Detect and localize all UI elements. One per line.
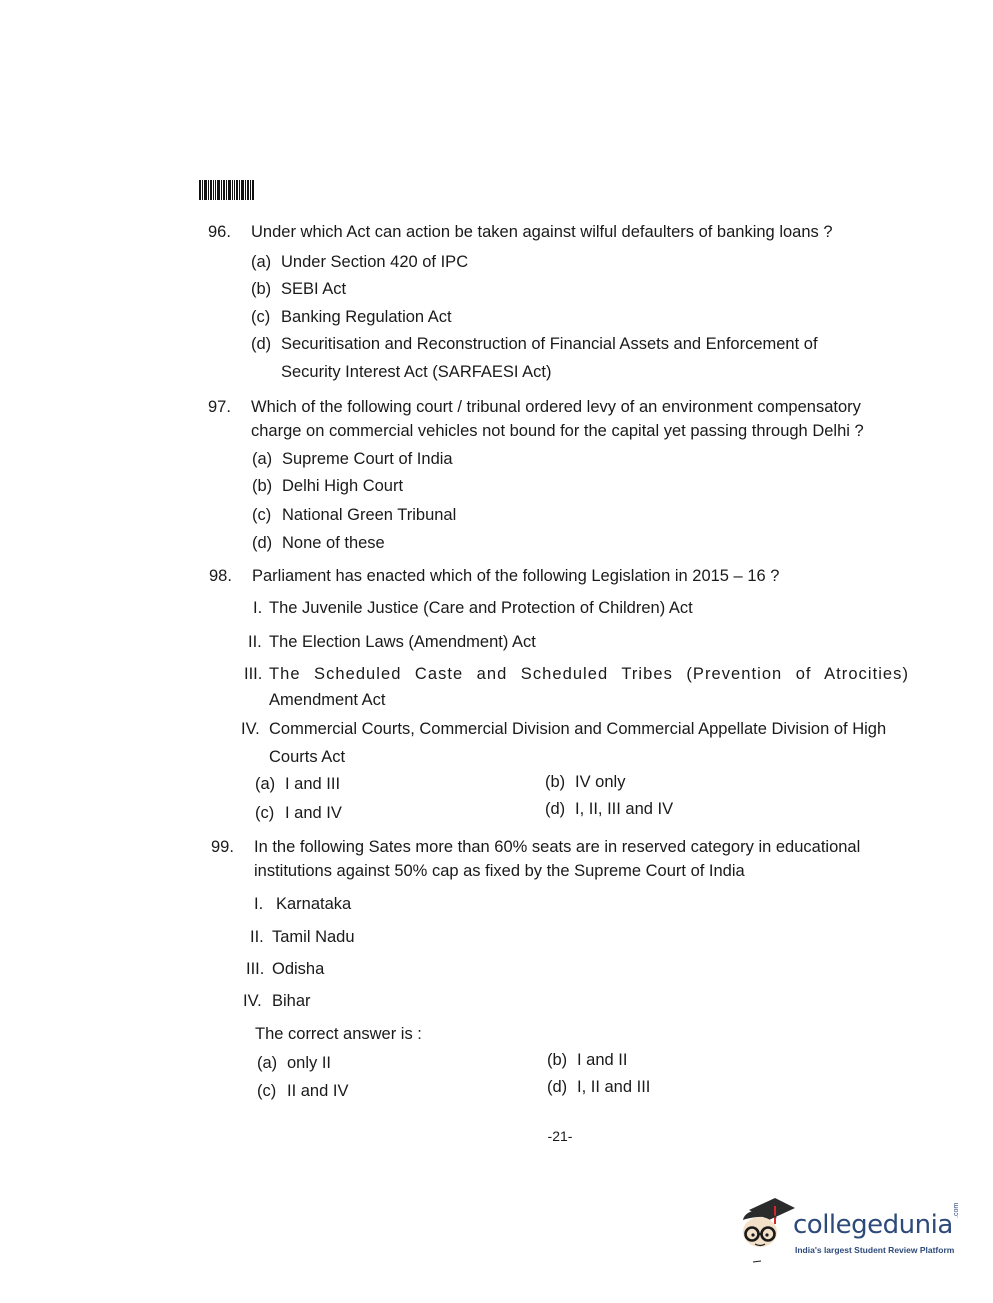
option-text: Banking Regulation Act	[281, 308, 452, 326]
question-99	[211, 835, 911, 883]
question-96	[208, 220, 908, 244]
option-text: Supreme Court of India	[282, 450, 453, 468]
statement-numeral: IV.	[241, 720, 260, 738]
question-text-cont: charge on commercial vehicles not bound for the capital yet passing through Delhi ?	[251, 422, 864, 440]
option-text: I, II and III	[577, 1078, 651, 1096]
option-label: (d)	[547, 1078, 568, 1096]
option-98-c	[255, 801, 342, 825]
option-99-d	[547, 1075, 650, 1099]
question-number: 97.	[208, 398, 231, 416]
option-text: only II	[287, 1054, 332, 1072]
option-label: (c)	[257, 1082, 277, 1100]
option-label: (c)	[251, 308, 271, 326]
option-label: (d)	[252, 534, 273, 552]
statement-text-cont: Courts Act	[269, 748, 346, 766]
logo-suffix: .com	[953, 1202, 960, 1218]
option-97-d	[252, 531, 385, 555]
option-text: Under Section 420 of IPC	[281, 253, 469, 271]
option-label: (b)	[545, 773, 566, 791]
option-97-c	[252, 503, 456, 527]
option-97-a	[252, 447, 453, 471]
mascot-icon	[735, 1196, 795, 1266]
question-text-cont: institutions against 50% cap as fixed by the Supreme Court of India	[254, 862, 745, 880]
option-text: IV only	[575, 773, 626, 791]
question-text: Which of the following court / tribunal ordered levy of an environment compensatory	[251, 398, 861, 416]
question-97	[208, 395, 908, 443]
question-text: Under which Act can action be taken against wilful defaulters of banking loans ?	[251, 223, 833, 241]
option-label: (a)	[251, 253, 272, 271]
statement-text: Tamil Nadu	[272, 928, 355, 946]
statement-text: Odisha	[272, 960, 325, 978]
statement-text: Bihar	[272, 992, 311, 1010]
statement-numeral: III.	[244, 665, 263, 683]
statement-99-iv	[243, 988, 543, 1014]
statement-98-i	[253, 595, 913, 621]
option-97-b	[252, 474, 403, 498]
statement-numeral: III.	[246, 960, 265, 978]
statement-text-cont: Amendment Act	[269, 691, 386, 709]
statement-text: The Juvenile Justice (Care and Protection of Children) Act	[269, 599, 693, 617]
statement-numeral: I.	[253, 599, 263, 617]
option-96-d-cont: Security Interest Act (SARFAESI Act)	[281, 363, 552, 381]
question-number: 99.	[211, 838, 234, 856]
statement-text: The Scheduled Caste and Scheduled Tribes (Prevention of Atrocities)	[269, 665, 909, 683]
statement-numeral: II.	[248, 633, 262, 651]
option-label: (d)	[545, 800, 566, 818]
option-96-a	[251, 250, 468, 274]
option-99-a	[257, 1051, 331, 1075]
statement-numeral: I.	[254, 895, 264, 913]
option-96-b	[251, 277, 346, 301]
option-text: None of these	[282, 534, 385, 552]
option-label: (a)	[252, 450, 273, 468]
option-96-d	[251, 332, 818, 356]
statement-text: Commercial Courts, Commercial Division and Commercial Appellate Division of High	[269, 720, 887, 738]
correct-answer-prompt: The correct answer is :	[255, 1025, 422, 1043]
barcode	[199, 180, 267, 200]
option-label: (b)	[252, 477, 273, 495]
option-text: I and IV	[285, 804, 342, 822]
statement-99-i	[254, 891, 554, 917]
option-99-b	[547, 1048, 627, 1072]
statement-text: Karnataka	[276, 895, 352, 913]
question-number: 96.	[208, 223, 231, 241]
option-text: II and IV	[287, 1082, 349, 1100]
option-label: (b)	[547, 1051, 568, 1069]
option-96-c	[251, 305, 452, 329]
question-text: Parliament has enacted which of the following Legislation in 2015 – 16 ?	[252, 567, 780, 585]
statement-98-iv	[241, 716, 913, 768]
question-98	[209, 564, 909, 588]
option-label: (b)	[251, 280, 272, 298]
statement-99-iii	[246, 956, 546, 982]
question-number: 98.	[209, 567, 232, 585]
option-label: (c)	[255, 804, 275, 822]
option-label: (a)	[255, 775, 276, 793]
option-label: (d)	[251, 335, 272, 353]
option-99-c	[257, 1079, 348, 1103]
option-text: Delhi High Court	[282, 477, 404, 495]
option-98-d	[545, 797, 673, 821]
statement-numeral: II.	[250, 928, 264, 946]
collegedunia-logo	[735, 1196, 965, 1266]
option-label: (a)	[257, 1054, 278, 1072]
option-98-b	[545, 770, 625, 794]
option-98-a	[255, 772, 340, 796]
question-text: In the following Sates more than 60% seats are in reserved category in educational	[254, 838, 861, 856]
logo-tagline: India's largest Student Review Platform	[795, 1245, 955, 1255]
option-label: (c)	[252, 506, 272, 524]
logo-wordmark: collegedunia	[793, 1210, 953, 1240]
option-text: National Green Tribunal	[282, 506, 457, 524]
statement-text: The Election Laws (Amendment) Act	[269, 633, 536, 651]
statement-numeral: IV.	[243, 992, 262, 1010]
option-text: SEBI Act	[281, 280, 347, 298]
statement-98-ii	[248, 629, 913, 655]
option-text: Securitisation and Reconstruction of Financial Assets and Enforcement of	[281, 335, 818, 353]
option-text: I, II, III and IV	[575, 800, 674, 818]
option-text: I and II	[577, 1051, 628, 1069]
statement-99-ii	[250, 924, 550, 950]
page-number: -21-	[547, 1128, 573, 1144]
option-text: I and III	[285, 775, 341, 793]
statement-98-iii	[244, 661, 912, 713]
